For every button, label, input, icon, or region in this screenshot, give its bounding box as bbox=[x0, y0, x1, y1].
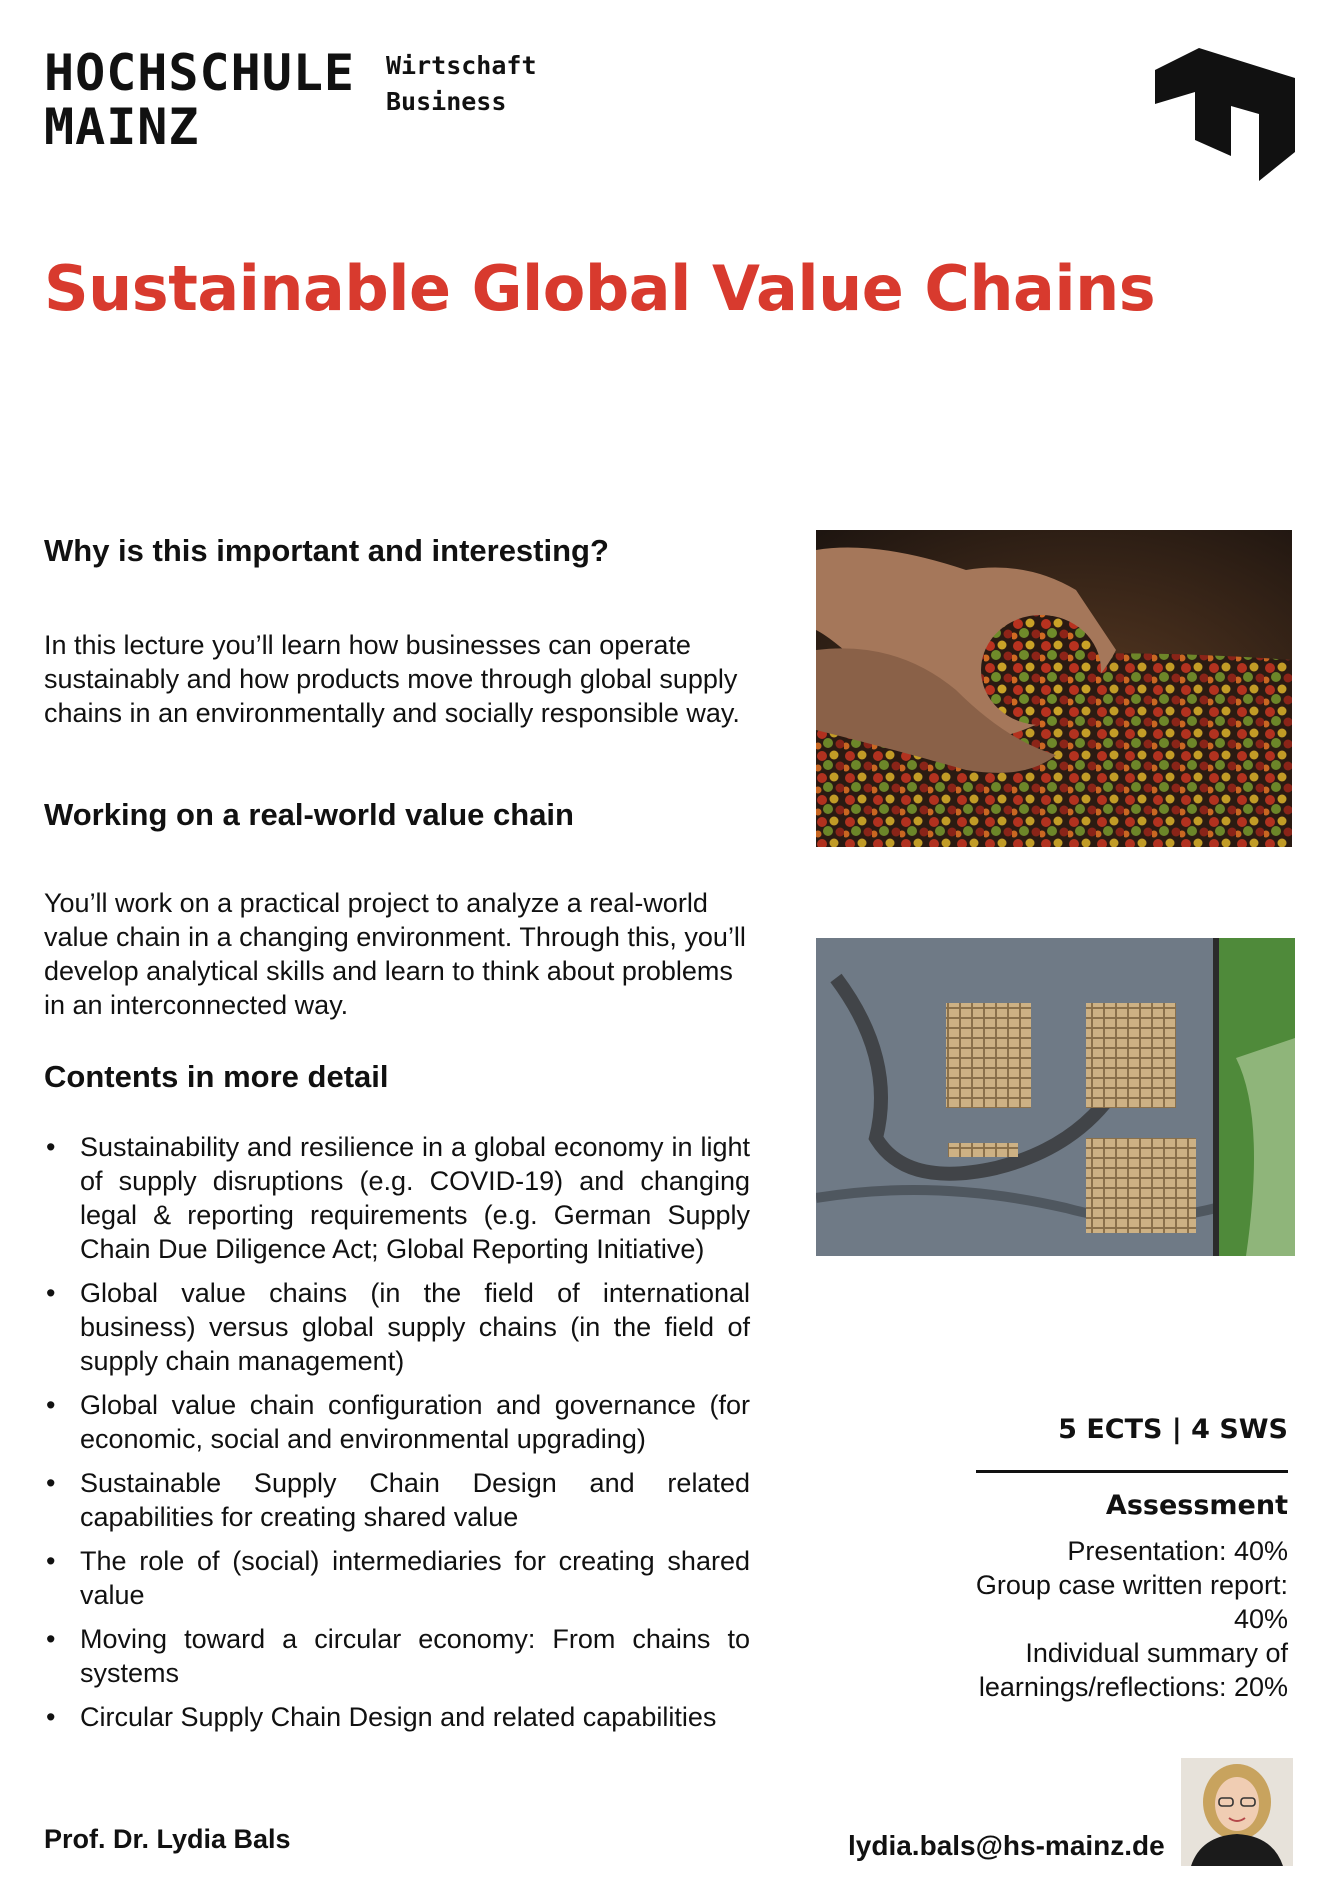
page-title: Sustainable Global Value Chains bbox=[44, 252, 1156, 325]
list-item: • Circular Supply Chain Design and related capabilities bbox=[46, 1702, 717, 1732]
logo-line-2: MAINZ bbox=[44, 98, 200, 156]
section-contents bbox=[44, 1058, 748, 1096]
credits-label: 5 ECTS | 4 SWS bbox=[1058, 1414, 1288, 1445]
divider bbox=[976, 1470, 1288, 1473]
aerial-storage-photo bbox=[816, 938, 1295, 1256]
section-why-heading: Why is this important and interesting? bbox=[44, 533, 609, 568]
faculty-line-2: Business bbox=[386, 87, 507, 116]
section-why-body bbox=[44, 628, 748, 730]
list-item: • Global value chains (in the field of international business) versus global supply chains (in the field of supply chain management) bbox=[46, 1278, 750, 1376]
email-link[interactable]: lydia.bals@hs-mainz.de bbox=[848, 1830, 1165, 1861]
logo-line-1: HOCHSCHULE bbox=[44, 44, 356, 102]
section-working-text: You’ll work on a practical project to analyze a real-world value chain in a changing environment. Through this, you’ll develop analytical skills and learn to think about problems in an interconnected way. bbox=[44, 888, 746, 1020]
list-item: • Moving toward a circular economy: From chains to systems bbox=[46, 1624, 750, 1688]
faculty-line-1: Wirtschaft bbox=[386, 51, 537, 80]
section-why bbox=[44, 532, 748, 570]
section-contents-heading: Contents in more detail bbox=[44, 1059, 389, 1094]
assessment-list bbox=[968, 1534, 1288, 1704]
assessment-item: Group case written report: 40% bbox=[975, 1570, 1288, 1634]
assessment-heading: Assessment bbox=[1105, 1490, 1288, 1521]
coffee-cherries-photo bbox=[816, 530, 1292, 847]
faculty-label bbox=[386, 48, 537, 120]
assessment-item: Presentation: 40% bbox=[1067, 1536, 1288, 1566]
section-working bbox=[44, 796, 748, 834]
list-item: • Sustainable Supply Chain Design and related capabilities for creating shared value bbox=[46, 1468, 750, 1532]
contents-list bbox=[44, 1130, 750, 1744]
section-working-body bbox=[44, 886, 748, 1022]
assessment-item: Individual summary of learnings/reflections: 20% bbox=[978, 1638, 1288, 1702]
professor-name: Prof. Dr. Lydia Bals bbox=[44, 1824, 291, 1854]
list-item: • Global value chain configuration and governance (for economic, social and environmental upgrading) bbox=[46, 1390, 750, 1454]
hochschule-mainz-mark-icon bbox=[1155, 48, 1295, 181]
list-item: • Sustainability and resilience in a global economy in light of supply disruptions (e.g. COVID-19) and changing legal & reporting requirements (e.g. German Supply Chain Due Diligence Act; Global Reporting Initiative) bbox=[46, 1132, 750, 1264]
list-item: • The role of (social) intermediaries for creating shared value bbox=[46, 1546, 750, 1610]
university-logo-text bbox=[44, 46, 355, 154]
section-why-text: In this lecture you’ll learn how businesses can operate sustainably and how products move through global supply chains in an environmentally and socially responsible way. bbox=[44, 630, 740, 728]
section-working-heading: Working on a real-world value chain bbox=[44, 797, 574, 832]
professor-portrait bbox=[1181, 1758, 1293, 1866]
